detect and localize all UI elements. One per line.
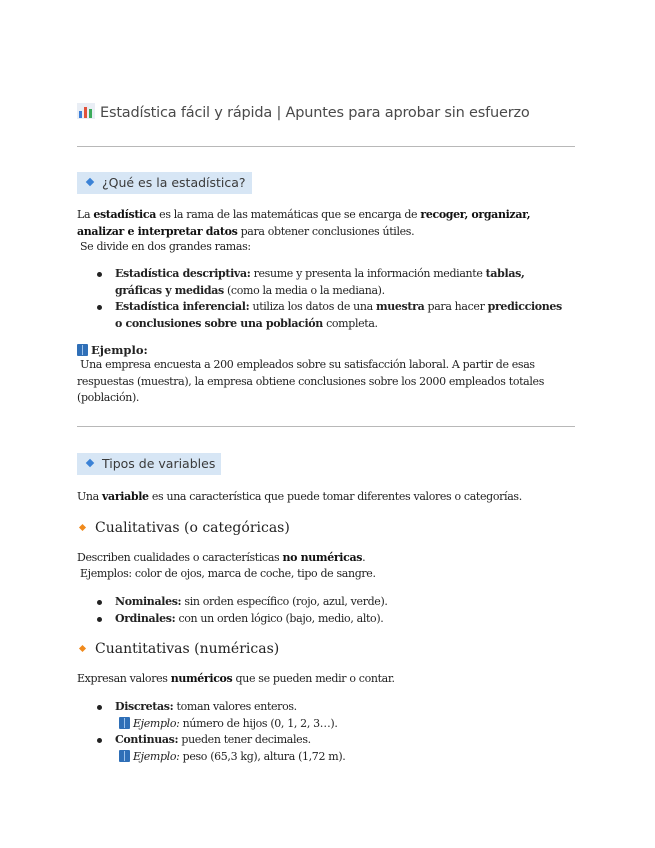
blue-diamond-icon [86,459,94,467]
qualitative-description: Describen cualidades o características no numéricas. [77,551,366,564]
example-line: Ejemplo: peso (65,3 kg), altura (1,72 m). [115,749,572,766]
divider [77,146,575,147]
subheading-quantitative: Cuantitativas (numéricas) [80,640,279,658]
page-title [77,103,597,121]
bar-chart-icon [77,103,95,119]
divider [77,426,575,427]
list-item: Discretas: toman valores enteros. Ejemplo: número de hijos (0, 1, 2, 3…). [77,699,572,732]
qualitative-list [77,594,572,627]
list-item: Nominales: sin orden específico (rojo, azul, verde). [77,594,572,611]
variable-definition: Una variable es una característica que puede tomar diferentes valores o categorías. [77,490,522,503]
section-heading-text: Tipos de variables [102,456,216,471]
definition-paragraph: La estadística es la rama de las matemáticas que se encarga de recoger, organizar, analizar e interpretar datos para obtener conclusiones útiles. [77,208,531,238]
subheading-qualitative: Cualitativas (o categóricas) [80,519,290,537]
book-icon [119,750,130,762]
title-text: Estadística fácil y rápida | Apuntes para aprobar sin esfuerzo [100,105,530,121]
branches-list [77,266,572,332]
list-item: Ordinales: con un orden lógico (bajo, medio, alto). [77,611,572,628]
orange-diamond-icon [79,645,86,652]
section-heading-what-is [77,172,252,194]
book-icon [119,717,130,729]
example-heading: Ejemplo: [77,342,148,358]
example-paragraph: Una empresa encuesta a 200 empleados sobre su satisfacción laboral. A partir de esas respuestas (muestra), la empresa obtiene conclusiones sobre los 2000 empleados totales (población). [77,358,544,404]
quantitative-description: Expresan valores numéricos que se pueden medir o contar. [77,672,395,685]
book-icon [77,344,88,356]
list-item: Estadística descriptiva: resume y presenta la información mediante tablas, gráficas y medidas (como la media o la mediana). [77,266,572,299]
qualitative-examples: Ejemplos: color de ojos, marca de coche, tipo de sangre. [80,567,376,580]
section-heading-text: ¿Qué es la estadística? [102,175,246,190]
list-item: Estadística inferencial: utiliza los datos de una muestra para hacer predicciones o conclusiones sobre una población completa. [77,299,572,332]
blue-diamond-icon [86,178,94,186]
list-item: Continuas: pueden tener decimales. Ejemplo: peso (65,3 kg), altura (1,72 m). [77,732,572,765]
branches-intro: Se divide en dos grandes ramas: [80,240,251,253]
example-line: Ejemplo: número de hijos (0, 1, 2, 3…). [115,716,572,733]
section-heading-variables [77,453,221,475]
orange-diamond-icon [79,524,86,531]
quantitative-list [77,699,572,765]
